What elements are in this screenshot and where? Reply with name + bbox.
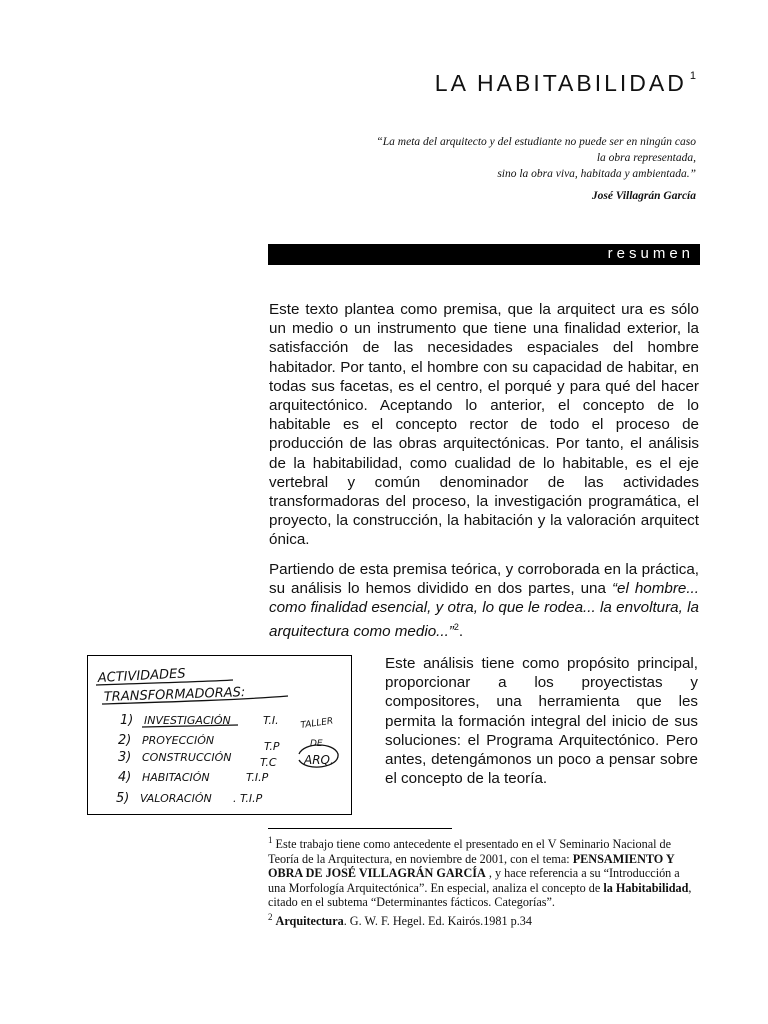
epigraph-author: José Villagrán García bbox=[591, 190, 696, 202]
section-label: resumen bbox=[607, 245, 694, 262]
sketch-item-1-code: T.I. bbox=[263, 714, 279, 727]
title-footnote-mark: 1 bbox=[689, 70, 696, 82]
footnote-1-text-a: Este trabajo tiene como antecedente el presentado en el V Seminario Nacional de Teoría de la Arquitectura, en noviembre de 2001, con el tema: bbox=[268, 837, 672, 866]
paragraph-2-quote: “el hombre... como finalidad esencial, y otra, lo que le rodea... la envoltura, la arquitectura como medio...” bbox=[269, 580, 699, 640]
body-paragraph-3: Este análisis tiene como propósito principal, proporcionar a los proyectistas y compositores, una herramienta que les permita la formación integral del inicio de sus soluciones: el Programa Arquitectónico. Pero antes, detengámonos un poco a pensar sobre el concepto de la teoría. bbox=[385, 655, 698, 788]
footnote-1-text-c: , citado en el subtema “Determinantes fácticos. Categorías”. bbox=[268, 880, 692, 910]
body-paragraph-1: Este texto plantea como premisa, que la arquitect ura es sólo un medio o un instrumento que tiene una finalidad exterior, la satisfacción de las necesidades espaciales del hombre habitador. Por tanto, el hombre con su capacidad de habitar, en todas sus facetas, es el centro, el porqué y para qué del hacer arquitectónico. Aceptando lo anterior, el concepto de lo habitable es el concepto rector de todo el proceso de producción de las obras arquitectónicas. Por tanto, el análisis de la habitabilidad, como cualidad de lo habitable, es el eje vertebral y común denominador de las actividades transformadoras del proceso, la investigación programática, el proyecto, la construcción, la habitación y la valoración arquitect ónica. bbox=[269, 301, 699, 549]
sketch-item-4-label: HABITACIÓN bbox=[142, 771, 210, 784]
sketch-item-5-label: VALORACIÓN bbox=[140, 792, 212, 805]
footnotes bbox=[268, 833, 700, 929]
sketch-item-2-label: PROYECCIÓN bbox=[142, 734, 215, 747]
sketch-note-line-1: TALLER bbox=[300, 716, 334, 731]
page-title-text: LA HABITABILIDAD bbox=[434, 70, 687, 96]
footnote-2 bbox=[268, 910, 700, 929]
sketch-item-5-code: . T.I.P bbox=[233, 792, 263, 805]
footnote-1-bold-a: PENSAMIENTO Y OBRA DE JOSÉ VILLAGRÁN GARCÍA bbox=[268, 851, 675, 881]
sketch-drawing bbox=[88, 656, 351, 814]
paragraph-2-text: Partiendo de esta premisa teórica, y corroborada en la práctica, su análisis lo hemos dividido en dos partes, una bbox=[269, 561, 699, 598]
sketch-item-2-num: 2) bbox=[118, 733, 132, 748]
footnote-separator bbox=[268, 828, 452, 829]
footnote-1 bbox=[268, 833, 700, 910]
page-title bbox=[435, 70, 696, 97]
epigraph-line-1: “La meta del arquitecto y del estudiante no puede ser en ningún caso bbox=[376, 136, 696, 148]
footnote-2-mark: 2 bbox=[268, 912, 273, 923]
footnote-1-bold-b: la Habitabilidad bbox=[603, 880, 689, 895]
sketch-note-line-2: DE bbox=[310, 739, 323, 749]
footnote-ref-2: 2 bbox=[453, 621, 459, 632]
sketch-item-4-num: 4) bbox=[118, 770, 132, 785]
sketch-item-3-label: CONSTRUCCIÓN bbox=[142, 751, 232, 764]
sketch-item-3-num: 3) bbox=[118, 750, 132, 765]
body-paragraph-2 bbox=[269, 560, 699, 641]
sketch-item-1-label: INVESTIGACIÓN bbox=[144, 714, 231, 727]
footnote-2-bold: Arquitectura bbox=[275, 914, 344, 929]
sketch-item-1-num: 1) bbox=[120, 713, 134, 728]
footnote-1-mark: 1 bbox=[268, 835, 273, 845]
sketch-note-line-3: ARQ. bbox=[304, 753, 334, 767]
sketch-item-5-num: 5) bbox=[116, 791, 130, 806]
epigraph-line-2: la obra representada, bbox=[596, 152, 696, 164]
sketch-heading-2: TRANSFORMADORAS: bbox=[103, 685, 246, 705]
sketch-heading-1: ACTIVIDADES bbox=[97, 666, 186, 686]
handwritten-sketch bbox=[87, 655, 352, 815]
sketch-item-3-code: T.C bbox=[260, 756, 277, 769]
footnote-2-text: . G. W. F. Hegel. Ed. Kairós.1981 p.34 bbox=[343, 914, 532, 929]
sketch-item-4-code: T.I.P bbox=[246, 771, 269, 784]
epigraph-line-3: sino la obra viva, habitada y ambientada.” bbox=[497, 168, 696, 180]
paragraph-2-end: . bbox=[458, 622, 464, 640]
footnote-1-text-b: , y hace referencia a su “Introducción a una Morfología Arquitectónica”. En especial, analiza el concepto de bbox=[268, 866, 680, 895]
sketch-item-2-code: T.P bbox=[264, 740, 280, 753]
epigraph bbox=[296, 134, 696, 182]
section-header-bar bbox=[268, 244, 700, 265]
